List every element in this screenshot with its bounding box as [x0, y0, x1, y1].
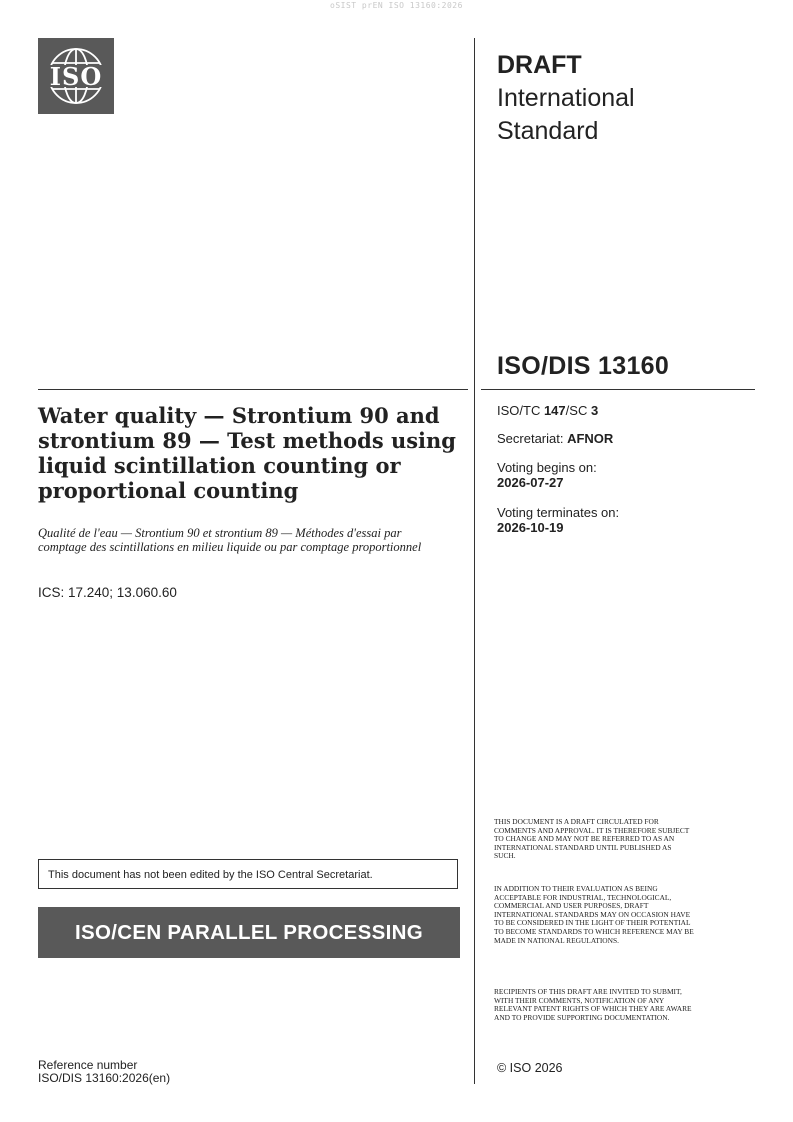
document-type	[497, 82, 635, 148]
draft-notice: THIS DOCUMENT IS A DRAFT CIRCULATED FOR COMMENTS AND APPROVAL. IT IS THEREFORE SUBJECT TO CHANGE AND MAY NOT BE REFERRED TO AS AN INTERNATIONAL STANDARD UNTIL PUBLISHED AS SUCH.	[494, 817, 690, 861]
watermark: oSIST prEN ISO 13160:2026	[330, 1, 463, 10]
left-rule	[38, 389, 468, 390]
committee-sc: 3	[590, 403, 599, 418]
ics-codes: ICS: 17.240; 13.060.60	[38, 585, 177, 600]
voting-begins-date: 2026-07-27	[497, 475, 564, 490]
voting-terminates-date: 2026-10-19	[497, 520, 564, 535]
right-rule	[481, 389, 755, 390]
iso-logo	[38, 38, 114, 114]
patent-notice: RECIPIENTS OF THIS DRAFT ARE INVITED TO SUBMIT, WITH THEIR COMMENTS, NOTIFICATION OF ANY RELEVANT PATENT RIGHTS OF WHICH THEY ARE AWARE AND TO PROVIDE SUPPORTING DOCUMENTATION.	[494, 987, 692, 1022]
copyright: © ISO 2026	[497, 1061, 563, 1075]
reference-number	[38, 1059, 170, 1085]
document-title: Water quality — Strontium 90 and strontium 89 — Test methods using liquid scintillation counting or proportional counting	[38, 403, 456, 503]
voting-begins	[497, 460, 597, 490]
voting-terminates-label: Voting terminates on:	[497, 505, 620, 520]
secretariat-value: AFNOR	[567, 431, 614, 446]
document-type-line2: Standard	[497, 117, 599, 145]
parallel-processing-banner: ISO/CEN PARALLEL PROCESSING	[38, 907, 460, 958]
committee	[497, 403, 598, 418]
document-number: ISO/DIS 13160	[497, 352, 670, 380]
document-title-french: Qualité de l'eau — Strontium 90 et strontium 89 — Méthodes d'essai par comptage des scintillations en milieu liquide ou par comptage proportionnel	[38, 526, 422, 554]
voting-begins-label: Voting begins on:	[497, 460, 597, 475]
iso-logo-text: ISO	[49, 62, 103, 91]
globe-icon	[38, 38, 114, 114]
committee-prefix: ISO/TC	[497, 403, 544, 418]
voting-terminates	[497, 505, 619, 535]
column-divider	[474, 38, 475, 1084]
reference-label: Reference number	[38, 1058, 138, 1072]
draft-label: DRAFT	[497, 51, 582, 79]
document-type-line1: International	[497, 84, 635, 112]
evaluation-notice: IN ADDITION TO THEIR EVALUATION AS BEING ACCEPTABLE FOR INDUSTRIAL, TECHNOLOGICAL, COMMERCIAL AND USER PURPOSES, DRAFT INTERNATIONAL STANDARDS MAY ON OCCASION HAVE TO BE CONSIDERED IN THE LIGHT OF THEIR POTENTIAL TO BECOME STANDARDS TO WHICH REFERENCE MAY BE MADE IN NATIONAL REGULATIONS.	[494, 884, 694, 945]
committee-sep: /SC	[565, 403, 591, 418]
secretariat	[497, 431, 613, 446]
not-edited-note: This document has not been edited by the ISO Central Secretariat.	[38, 859, 458, 889]
committee-tc: 147	[543, 403, 566, 418]
reference-value: ISO/DIS 13160:2026(en)	[38, 1071, 171, 1085]
secretariat-label: Secretariat:	[497, 431, 568, 446]
